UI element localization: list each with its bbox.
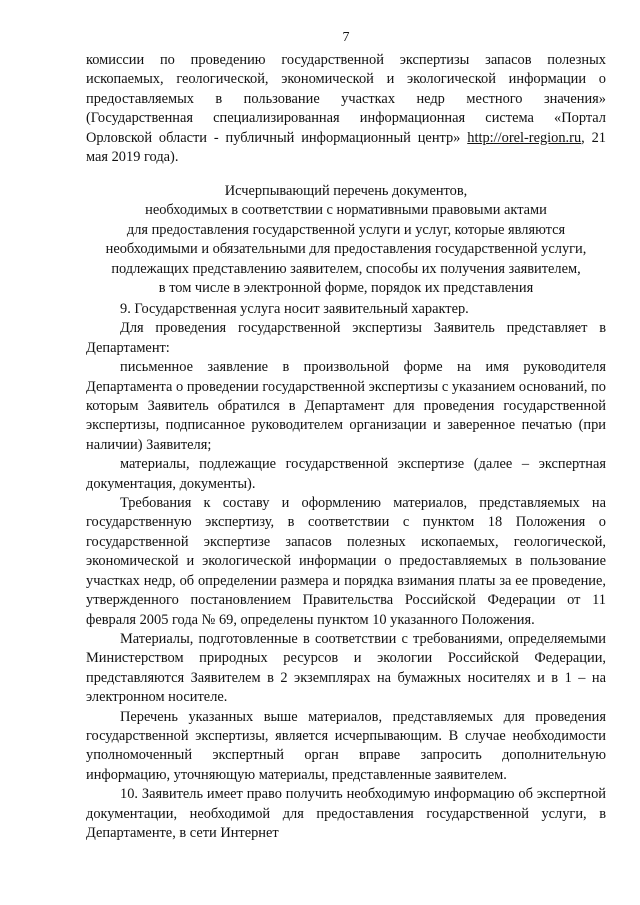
- intro-paragraph: [86, 51, 606, 167]
- paragraph-requirements: Требования к составу и оформлению материалов, представляемых на государственную экспертизу, в соответствии с пунктом 18 Положения о государственной экспертизе запасов полезных ископаемых, геологической, экономической и экологической информации о предоставляемых в пользование участках недр, об определении размера и порядка взимания платы за ее проведение, утвержденного постановлением Правительства Российской Федерации от 11 февраля 2005 года № 69, определены пунктом 10 указанного Положения.: [86, 495, 606, 628]
- portal-link[interactable]: http://orel-region.ru: [467, 129, 582, 146]
- paragraph-materials: материалы, подлежащие государственной экспертизе (далее – экспертная документация, документы).: [86, 456, 606, 492]
- paragraph-copies: Материалы, подготовленные в соответствии с требованиями, определяемыми Министерством природных ресурсов и экологии Российской Федерации, представляются Заявителем в 2 экземплярах на бумажных носителях и в 1 – на электронном носителе.: [86, 630, 606, 706]
- paragraph-10: 10. Заявитель имеет право получить необходимую информацию об экспертной документации, необходимой для предоставления государственной услуги, в Департаменте, в сети Интернет: [86, 786, 606, 841]
- page-number: 7: [342, 30, 350, 45]
- body-text: [86, 300, 606, 843]
- intro-text-end: , 21 мая 2019 года).: [86, 129, 607, 166]
- intro-text: комиссии по проведению государственной экспертизы запасов полезных ископаемых, геологической, экономической и экологической информации о предоставляемых в пользование участках недр местного значения» (Государственная специализированная информационная система «Портал Орловской области - публичный информационный центр»: [86, 52, 606, 146]
- heading-line: в том числе в электронной форме, порядок их представления: [158, 280, 534, 297]
- heading-line: Исчерпывающий перечень документов,: [224, 183, 468, 199]
- heading-line: необходимыми и обязательными для предоставления государственной услуги,: [105, 241, 587, 258]
- paragraph-application: письменное заявление в произвольной форме на имя руководителя Департамента о проведении государственной экспертизы с указанием оснований, по которым Заявитель обратился в Департамент для проведения государственной экспертизы, подписанное руководителем организации и заверенное печатью (при наличии) Заявителя;: [86, 359, 606, 453]
- section-heading: [86, 182, 606, 298]
- paragraph-exhaustive-list: Перечень указанных выше материалов, представляемых для проведения государственной экспертизы, является исчерпывающим. В случае необходимости уполномоченный экспертный орган вправе запросить дополнительную информацию, уточняющую материалы, представленные заявителем.: [86, 708, 606, 783]
- paragraph-documents-intro: Для проведения государственной экспертизы Заявитель представляет в Департамент:: [86, 320, 606, 356]
- heading-line: подлежащих представлению заявителем, способы их получения заявителем,: [111, 260, 581, 277]
- paragraph-9: 9. Государственная услуга носит заявительный характер.: [120, 301, 469, 317]
- heading-line: необходимых в соответствии с нормативными правовыми актами: [145, 202, 547, 219]
- heading-line: для предоставления государственной услуги и услуг, которые являются: [126, 221, 566, 238]
